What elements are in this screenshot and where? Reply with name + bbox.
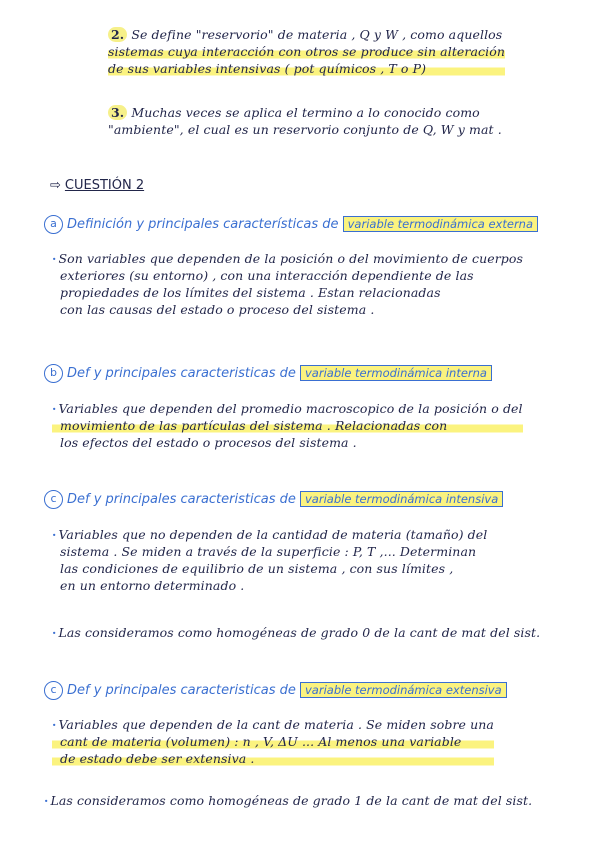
section-b-boxed-term: variable termodinámica interna xyxy=(300,365,492,381)
section-c-heading-text: Def y principales caracteristicas de xyxy=(67,492,296,507)
section-d-heading-text: Def y principales caracteristicas de xyxy=(67,683,296,698)
item-2-line-2: sistemas cuya interacción con otros se produce sin alteración xyxy=(108,44,506,59)
item-3-line-2: "ambiente", el cual es un reservorio conjunto de Q, W y mat . xyxy=(108,122,502,137)
bullet-icon: · xyxy=(44,793,49,808)
item-3-line-1: 3. Muchas veces se aplica el termino a lo conocido como xyxy=(108,104,502,121)
bullet-icon: · xyxy=(52,401,57,416)
item-3 xyxy=(108,104,502,138)
item-3-number: 3. xyxy=(108,105,127,120)
section-d-line-3: de estado debe ser extensiva . xyxy=(52,750,494,767)
section-c-line-2: sistema . Se miden a través de la superficie : P, T ,... Determinan xyxy=(60,544,477,559)
section-b-line-2: movimiento de las partículas del sistema . Relacionadas con xyxy=(52,417,523,434)
section-d-paragraph-1 xyxy=(52,716,494,767)
bullet-icon: · xyxy=(52,717,57,732)
section-a-line-3: propiedades de los límites del sistema . Estan relacionadas xyxy=(60,285,441,300)
letter-b-icon: b xyxy=(44,364,63,383)
section-a-line-2: exteriores (su entorno) , con una interacción dependiente de las xyxy=(60,268,474,283)
section-d-line-4: · Las consideramos como homogéneas de grado 1 de la cant de mat del sist. xyxy=(44,793,533,808)
section-d-line-1: · Variables que dependen de la cant de materia . Se miden sobre una xyxy=(52,717,494,732)
section-a-line-1: · Son variables que dependen de la posición o del movimiento de cuerpos xyxy=(52,251,524,266)
section-a-boxed-term: variable termodinámica externa xyxy=(343,216,538,232)
section-d-heading xyxy=(44,681,507,700)
item-2-number: 2. xyxy=(108,27,127,42)
section-c-line-1: · Variables que no dependen de la cantidad de materia (tamaño) del xyxy=(52,527,488,542)
section-a-paragraph xyxy=(52,250,523,318)
section-d-paragraph-2 xyxy=(44,792,532,809)
section-b-heading xyxy=(44,364,492,383)
item-2-line-1: 2. Se define "reservorio" de materia , Q y W , como aquellos xyxy=(108,26,505,43)
bullet-icon: · xyxy=(52,527,57,542)
item-2 xyxy=(108,26,505,77)
section-b-line-1: · Variables que dependen del promedio macroscopico de la posición o del xyxy=(52,401,523,416)
bullet-icon: · xyxy=(52,625,57,640)
bullet-icon: · xyxy=(52,251,57,266)
section-a-line-4: con las causas del estado o proceso del sistema . xyxy=(60,302,375,317)
section-c-paragraph-1 xyxy=(52,526,487,594)
letter-a-icon: a xyxy=(44,215,63,234)
section-a-heading xyxy=(44,215,538,234)
section-c-boxed-term: variable termodinámica intensiva xyxy=(300,491,503,507)
section-d-line-2: cant de materia (volumen) : n , V, ΔU ... Al menos una variable xyxy=(52,733,494,750)
section-c-line-5: · Las consideramos como homogéneas de grado 0 de la cant de mat del sist. xyxy=(52,625,541,640)
section-c-paragraph-2 xyxy=(52,624,540,641)
section-b-paragraph xyxy=(52,400,523,451)
cuestion-heading xyxy=(50,178,144,193)
section-b-heading-text: Def y principales caracteristicas de xyxy=(67,366,296,381)
letter-d-icon: c xyxy=(44,681,63,700)
section-c-heading xyxy=(44,490,503,509)
section-c-line-3: las condiciones de equilibrio de un sistema , con sus límites , xyxy=(60,561,454,576)
section-d-boxed-term: variable termodinámica extensiva xyxy=(300,682,507,698)
section-a-heading-text: Definición y principales características de xyxy=(67,217,339,232)
cuestion-label: CUESTIÓN 2 xyxy=(64,178,145,193)
section-c-line-4: en un entorno determinado . xyxy=(60,578,245,593)
item-2-line-3: de sus variables intensivas ( pot químicos , T o P) xyxy=(108,60,505,77)
section-b-line-3: los efectos del estado o procesos del sistema . xyxy=(60,435,357,450)
arrow-icon: ⇨ xyxy=(50,178,61,193)
letter-c-icon: c xyxy=(44,490,63,509)
